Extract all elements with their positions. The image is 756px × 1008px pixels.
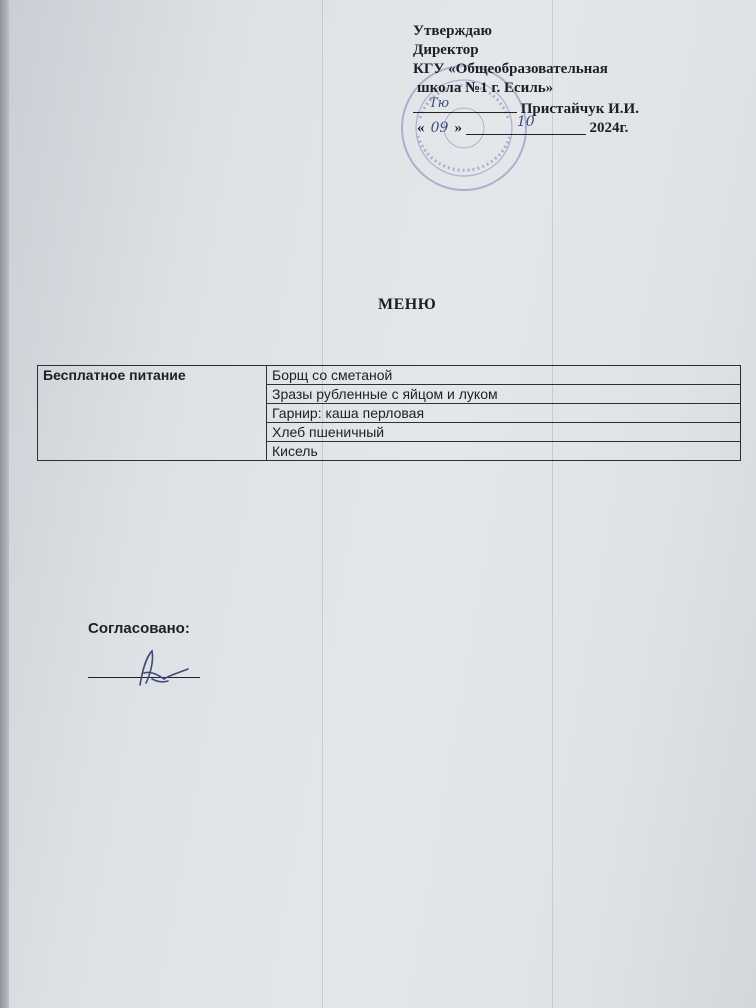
paper-left-edge — [0, 0, 9, 1008]
organization-line-2: школа №1 г. Есиль» — [417, 80, 554, 96]
agreed-label: Согласовано: — [88, 620, 190, 637]
agreed-signature-icon — [118, 645, 198, 690]
date-month-blank — [466, 114, 586, 135]
director-signature: Тю — [429, 96, 450, 111]
fold-line — [322, 0, 323, 1008]
menu-item: Зразы рубленные с яйцом и луком — [267, 385, 741, 404]
approval-block — [413, 22, 713, 138]
menu-item: Кисель — [267, 442, 741, 461]
table-row — [38, 366, 741, 385]
date-month: 10 — [516, 114, 535, 130]
date-line — [413, 114, 713, 138]
menu-title: МЕНЮ — [378, 296, 437, 313]
date-close-quote: » — [454, 120, 462, 136]
signature-line — [413, 98, 713, 119]
menu-item: Борщ со сметаной — [267, 366, 741, 385]
date-open-quote: « — [417, 120, 425, 136]
signature-blank — [413, 98, 517, 113]
menu-item: Гарнир: каша перловая — [267, 404, 741, 423]
signer-name: Пристайчук И.И. — [520, 101, 639, 117]
date-year: 2024г. — [589, 120, 629, 136]
fold-line — [552, 0, 553, 1008]
date-day: 09 — [430, 120, 449, 136]
organization-line-1: КГУ «Общеобразовательная — [413, 61, 608, 77]
menu-table — [37, 365, 741, 461]
menu-category: Бесплатное питание — [38, 366, 267, 461]
position-label: Директор — [413, 42, 479, 58]
menu-item: Хлеб пшеничный — [267, 423, 741, 442]
approve-label: Утверждаю — [413, 23, 492, 39]
